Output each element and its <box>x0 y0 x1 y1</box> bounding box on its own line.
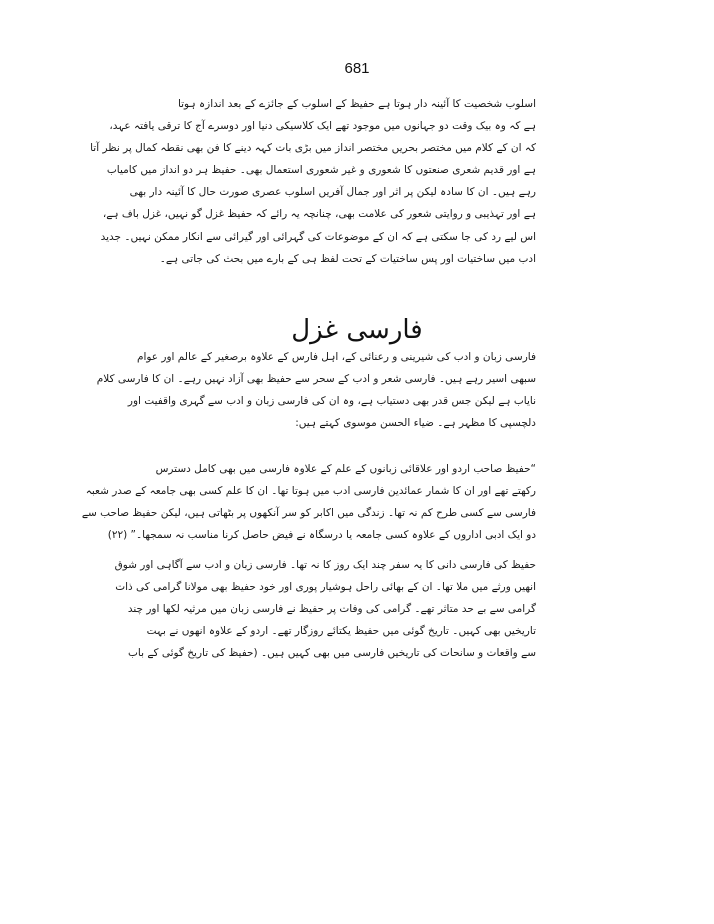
text-line: انھیں ورثے میں ملا تھا۔ ان کے بھائی راحل ہوشیار پوری اور خود حفیظ بھی مولانا گرامی کی ذات <box>115 581 536 594</box>
text-line: ہے اور قدیم شعری صنعتوں کا شعوری و غیر شعوری استعمال بھی۔ حفیظ ہر دو انداز میں کامیاب <box>106 164 536 177</box>
text-line: کہ ان کے کلام میں مختصر بحریں مختصر انداز میں بڑی بات کہہ دینے کا فن بھی نقطہ کمال پر نظر آتا <box>90 142 536 155</box>
text-line: رہے ہیں۔ ان کا سادہ لیکن پر اثر اور جمال آفریں اسلوب عصری صورت حال کا آئینہ دار بھی <box>129 186 536 199</box>
text-line: ادب میں ساختیات اور پس ساختیات کے تحت لفظ ہی کے بارے میں بحث کی جاتی ہے۔ <box>159 252 536 265</box>
paragraph-persian-journey <box>114 554 536 664</box>
text-line: دلچسپی کا مظہر ہے۔ ضیاء الحسن موسوی کہتے ہیں: <box>295 417 536 430</box>
text-line: فارسی زبان و ادب کی شیرینی و رعنائی کے، اہل فارس کے علاوہ برصغیر کے عالم اور عوام <box>136 351 536 363</box>
text-line: حفیظ کی فارسی دانی کا یہ سفر چند ایک روز کا نہ تھا۔ فارسی زبان و ادب سے آگاہی اور شوق <box>114 559 536 571</box>
text-line: تاریخیں بھی کہیں۔ تاریخ گوئی میں حفیظ یکتائے روزگار تھے۔ اردو کے علاوہ انھوں نے بہت <box>146 625 536 638</box>
text-line: اسلوب شخصیت کا آئینہ دار ہوتا ہے حفیظ کے اسلوب کے جائزے کے بعد اندازہ ہوتا <box>177 98 536 110</box>
text-line: اس لیے رد کی جا سکتی ہے کہ ان کے موضوعات کی گہرائی اور گیرائی سے انکار ممکن نہیں۔ جدید <box>100 230 536 243</box>
block-quote <box>81 458 536 546</box>
quote-line: دو ایک ادبی اداروں کے علاوہ کسی جامعہ یا درسگاہ نے فیض حاصل کرنا مناسب نہ سمجھا۔” (۲۲) <box>107 529 536 542</box>
quote-line: “حفیظ صاحب اردو اور علاقائی زبانوں کے علم کے علاوہ فارسی میں بھی کامل دسترس <box>155 463 536 475</box>
quote-line: فارسی سے کسی طرح کم نہ تھا۔ زندگی میں اکابر کو سر آنکھوں پر بٹھاتی ہیں، لیکن حفیظ صاحب سے <box>81 507 536 520</box>
paragraph-persian-intro <box>96 346 536 434</box>
quote-line: رکھتے تھے اور ان کا شمار عمائدین فارسی ادب میں ہوتا تھا۔ ان کا علم کسی بھی جامعہ کے صدر شعبہ <box>85 485 536 498</box>
text-line: سے واقعات و سانحات کی تاریخیں فارسی میں بھی کہیں ہیں۔ (حفیظ کی تاریخ گوئی کے باب <box>127 647 536 660</box>
text-line: گرامی سے بے حد متاثر تھے۔ گرامی کی وفات پر حفیظ نے فارسی زبان میں مرثیہ لکھا اور چند <box>127 603 536 616</box>
paragraph-style-analysis <box>90 93 536 270</box>
text-line: سبھی اسیر رہے ہیں۔ فارسی شعر و ادب کے سحر سے حفیظ بھی آزاد نہیں رہے۔ ان کا فارسی کلام <box>96 373 536 386</box>
text-line: نایاب ہے لیکن جس قدر بھی دستیاب ہے، وہ ان کی فارسی زبان و ادب سے گہری واقفیت اور <box>127 395 536 408</box>
page-number: 681 <box>344 60 370 77</box>
text-line: ہے اور تہذیبی و روایتی شعور کی علامت بھی، چنانچہ یہ رائے کہ حفیظ غزل گو نہیں، غزل باف ہے، <box>102 208 536 221</box>
text-line: ہے کہ وہ بیک وقت دو جہانوں میں موجود تھے ایک کلاسیکی دنیا اور دوسرے آج کا ترقی یافتہ عہد، <box>109 120 536 133</box>
section-heading: فارسی غزل <box>291 315 423 345</box>
